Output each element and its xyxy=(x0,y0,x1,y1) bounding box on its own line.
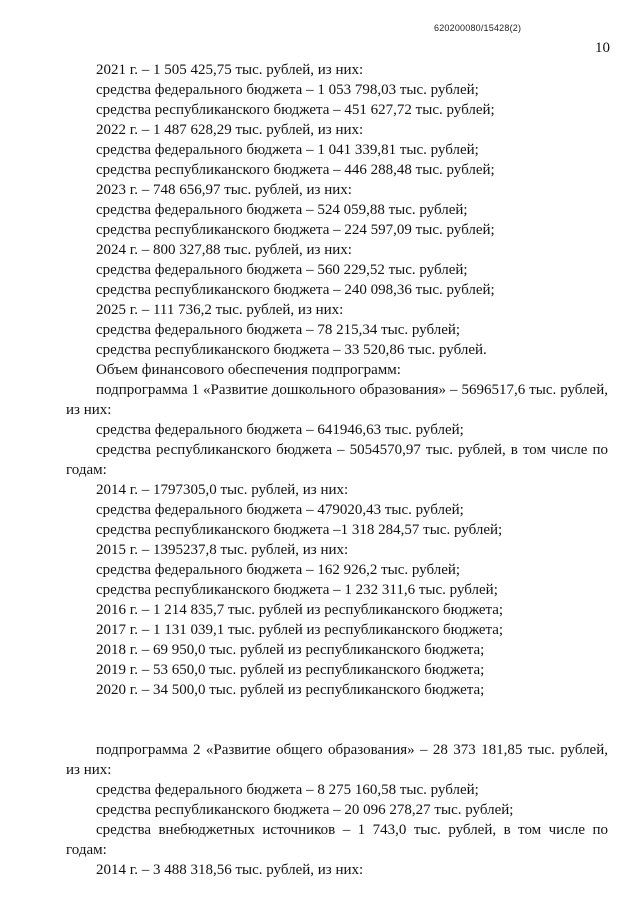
text-line: 2023 г. – 748 656,97 тыс. рублей, из них: xyxy=(96,182,352,198)
text-line: 2024 г. – 800 327,88 тыс. рублей, из них: xyxy=(96,242,352,258)
text-line: средства республиканского бюджета – 240 098,36 тыс. рублей; xyxy=(96,282,495,298)
paragraph-gap xyxy=(66,720,608,740)
text-line: 2021 г. – 1 505 425,75 тыс. рублей, из них: xyxy=(96,62,364,78)
text-line: средства федерального бюджета – 641946,63 тыс. рублей; xyxy=(96,422,464,438)
text-line: средства республиканского бюджета – 224 597,09 тыс. рублей; xyxy=(96,222,495,238)
paragraph-gap xyxy=(66,700,608,720)
text-line: средства республиканского бюджета – 20 096 278,27 тыс. рублей; xyxy=(96,802,514,818)
text-line: 2025 г. – 111 736,2 тыс. рублей, из них: xyxy=(96,302,344,318)
text-line: средства федерального бюджета – 78 215,34 тыс. рублей; xyxy=(96,322,461,338)
text-line: 2015 г. – 1395237,8 тыс. рублей, из них: xyxy=(96,542,349,558)
document-body xyxy=(66,60,608,880)
text-line: 2016 г. – 1 214 835,7 тыс. рублей из республиканского бюджета; xyxy=(96,602,504,618)
text-line: средства республиканского бюджета –1 318 284,57 тыс. рублей; xyxy=(96,522,503,538)
text-line: средства федерального бюджета – 524 059,88 тыс. рублей; xyxy=(96,202,468,218)
text-line: средства федерального бюджета – 479020,43 тыс. рублей; xyxy=(96,502,464,518)
subprogram-funding-heading: Объем финансового обеспечения подпрограмм: xyxy=(96,362,401,378)
text-line: 2018 г. – 69 950,0 тыс. рублей из республиканского бюджета; xyxy=(96,642,485,658)
text-line: 2014 г. – 3 488 318,56 тыс. рублей, из них: xyxy=(96,862,364,878)
text-line: средства федерального бюджета – 1 053 798,03 тыс. рублей; xyxy=(96,82,479,98)
page-number: 10 xyxy=(595,40,610,56)
text-line: средства республиканского бюджета – 451 627,72 тыс. рублей; xyxy=(96,102,495,118)
text-line: 2022 г. – 1 487 628,29 тыс. рублей, из них: xyxy=(96,122,364,138)
text-line: 2014 г. – 1797305,0 тыс. рублей, из них: xyxy=(96,482,349,498)
text-line: 2017 г. – 1 131 039,1 тыс. рублей из республиканского бюджета; xyxy=(96,622,504,638)
text-line: средства республиканского бюджета – 33 520,86 тыс. рублей. xyxy=(96,342,487,358)
text-line: средства федерального бюджета – 1 041 339,81 тыс. рублей; xyxy=(96,142,479,158)
subprogram-2-paragraph: подпрограмма 2 «Развитие общего образования» – 28 373 181,85 тыс. рублей, из них: xyxy=(66,742,608,778)
text-line: 2019 г. – 53 650,0 тыс. рублей из республиканского бюджета; xyxy=(96,662,485,678)
text-paragraph: средства внебюджетных источников – 1 743,0 тыс. рублей, в том числе по годам: xyxy=(66,822,608,858)
text-line: средства федерального бюджета – 162 926,2 тыс. рублей; xyxy=(96,562,461,578)
text-line: средства федерального бюджета – 8 275 160,58 тыс. рублей; xyxy=(96,782,479,798)
text-line: средства республиканского бюджета – 1 232 311,6 тыс. рублей; xyxy=(96,582,498,598)
subprogram-1-paragraph: подпрограмма 1 «Развитие дошкольного образования» – 5696517,6 тыс. рублей, из них: xyxy=(66,382,608,418)
text-line: средства республиканского бюджета – 446 288,48 тыс. рублей; xyxy=(96,162,495,178)
document-registration-number: 620200080/15428(2) xyxy=(434,23,522,33)
text-line: 2020 г. – 34 500,0 тыс. рублей из республиканского бюджета; xyxy=(96,682,485,698)
text-paragraph: средства республиканского бюджета – 5054570,97 тыс. рублей, в том числе по годам: xyxy=(66,442,608,478)
text-line: средства федерального бюджета – 560 229,52 тыс. рублей; xyxy=(96,262,468,278)
